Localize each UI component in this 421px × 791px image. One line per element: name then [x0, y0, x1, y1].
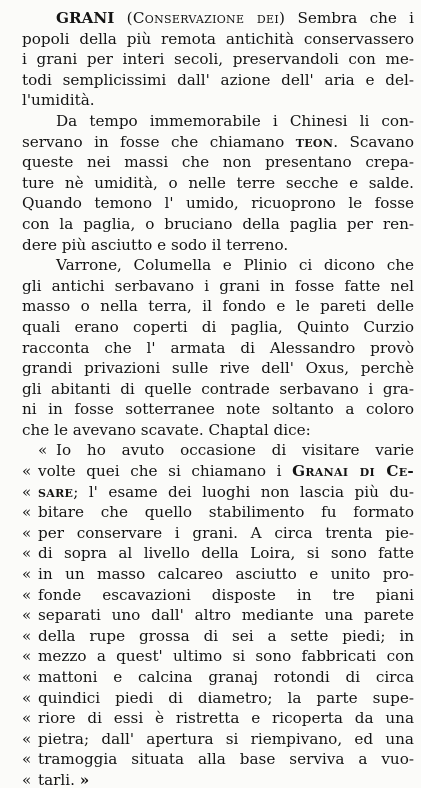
text-line: ni in fosse sotterranee note soltanto a coloro	[22, 400, 414, 419]
entry-heading-sub: (Conservazione dei)	[126, 9, 286, 27]
quote-text: bitare che quello stabilimento fu formato	[38, 503, 414, 522]
quote-line	[22, 646, 414, 667]
quote-text	[38, 461, 414, 482]
quote-text: fonde escavazioni disposte in tre piani	[38, 585, 414, 604]
quote-mark: «	[22, 729, 32, 748]
quote-text: della rupe grossa di sei a sette piedi; in	[38, 626, 414, 645]
quote-mark: «	[22, 770, 32, 789]
quote-mark: «	[22, 503, 32, 522]
quote-line	[22, 708, 414, 729]
text-line: con la paglia, o bruciano della paglia per ren-	[22, 214, 414, 233]
quote-line	[22, 688, 414, 709]
quote-mark: «	[22, 585, 32, 604]
text-span: . Scavano	[333, 132, 414, 151]
text-span: tarli.	[38, 770, 80, 789]
quote-text: Io ho avuto occasione di visitare varie	[56, 441, 414, 460]
quote-mark: «	[22, 565, 32, 584]
quote-text: di sopra al livello della Loira, si sono fatte	[38, 544, 414, 563]
quote-mark: «	[22, 750, 32, 769]
quote-text: mattoni e calcina granaj rotondi di circa	[38, 668, 414, 686]
quote-text: pietra; dall' apertura si riempivano, ed una	[38, 729, 414, 748]
text-span: servano in fosse che chiamano	[22, 132, 296, 151]
quote-line	[22, 523, 414, 544]
quote-text: separati uno dall' altro mediante una parete	[38, 606, 414, 625]
text-line: racconta che l' armata di Alessandro provò	[22, 338, 414, 357]
quote-line	[22, 482, 414, 503]
quote-line	[22, 564, 414, 585]
quote-text	[38, 482, 414, 503]
term-sare: sare	[38, 482, 74, 501]
text-line: Da tempo immemorabile i Chinesi li con-	[56, 111, 414, 130]
text-line: grandi privazioni sulle rive dell' Oxus, perchè	[22, 359, 414, 378]
text-line: todi semplicissimi dall' azione dell' aria e del-	[22, 70, 414, 89]
quote-line	[22, 585, 414, 606]
quote-line	[22, 605, 414, 626]
text-line: dere più asciutto e sodo il terreno.	[22, 235, 289, 254]
quote-text: per conservare i grani. A circa trenta pie-	[38, 523, 414, 542]
quote-text: riore di essi è ristretta e ricoperta da una	[38, 709, 414, 728]
text-line: che le avevano scavate. Chaptal dice:	[22, 420, 311, 439]
text-line	[22, 132, 414, 153]
quote-line	[22, 667, 414, 688]
quote-line	[22, 749, 414, 770]
text-line: quali erano coperti di paglia, Quinto Curzio	[22, 317, 414, 336]
quote-line	[22, 543, 414, 564]
quote-line	[22, 461, 414, 482]
text-line: Quando temono l' umido, ricuoprono le fosse	[22, 194, 414, 213]
text-line: masso o nella terra, il fondo e le pareti delle	[22, 297, 414, 316]
quote-text: tramoggia situata alla base serviva a vuo-	[38, 750, 414, 769]
text-line: queste nei massi che non presentano crepa-	[22, 153, 414, 172]
text-span: ; l' esame dei luoghi non lascia più du-	[73, 482, 414, 501]
text-span: Sembra che i	[297, 9, 414, 27]
quote-mark: «	[22, 647, 32, 666]
term-granai: Granai di Ce-	[292, 462, 414, 481]
text-line: Varrone, Columella e Plinio ci dicono che	[56, 256, 414, 275]
quote-line	[22, 440, 414, 461]
term-teon: teon	[295, 132, 334, 151]
quote-line	[22, 729, 414, 750]
text-column	[22, 8, 414, 791]
quote-mark: «	[38, 441, 48, 460]
quote-text: mezzo a quest' ultimo si sono fabbricati con	[38, 647, 414, 666]
text-line: ture nè umidità, o nelle terre secche e salde.	[22, 173, 414, 192]
quote-mark: «	[22, 544, 32, 563]
quote-mark: «	[22, 709, 32, 728]
quote-mark: «	[22, 482, 32, 501]
text-line	[22, 8, 414, 29]
quote-text	[38, 770, 414, 791]
quote-mark: «	[22, 606, 32, 625]
quote-mark: «	[22, 688, 32, 707]
entry-heading: GRANI	[56, 9, 115, 27]
quote-mark: «	[22, 462, 32, 481]
quote-line	[22, 626, 414, 647]
quote-mark: «	[22, 668, 32, 686]
text-line: l'umidità.	[22, 91, 95, 110]
closing-quote-mark: »	[79, 770, 90, 789]
quote-mark: «	[22, 626, 32, 645]
text-span: volte quei che si chiamano i	[38, 462, 293, 481]
quote-text: quindici piedi di diametro; la parte supe-	[38, 688, 414, 707]
text-line: gli abitanti di quelle contrade serbavano i gra-	[22, 379, 414, 398]
text-line: popoli della più remota antichità conservassero	[22, 29, 414, 48]
text-line: i grani per interi secoli, preservandoli con me-	[22, 50, 414, 69]
quote-line	[22, 770, 414, 791]
quote-text: in un masso calcareo asciutto e unito pro-	[38, 565, 414, 584]
quote-mark: «	[22, 523, 32, 542]
quote-line	[22, 502, 414, 523]
text-line: gli antichi serbavano i grani in fosse fatte nel	[22, 276, 414, 295]
